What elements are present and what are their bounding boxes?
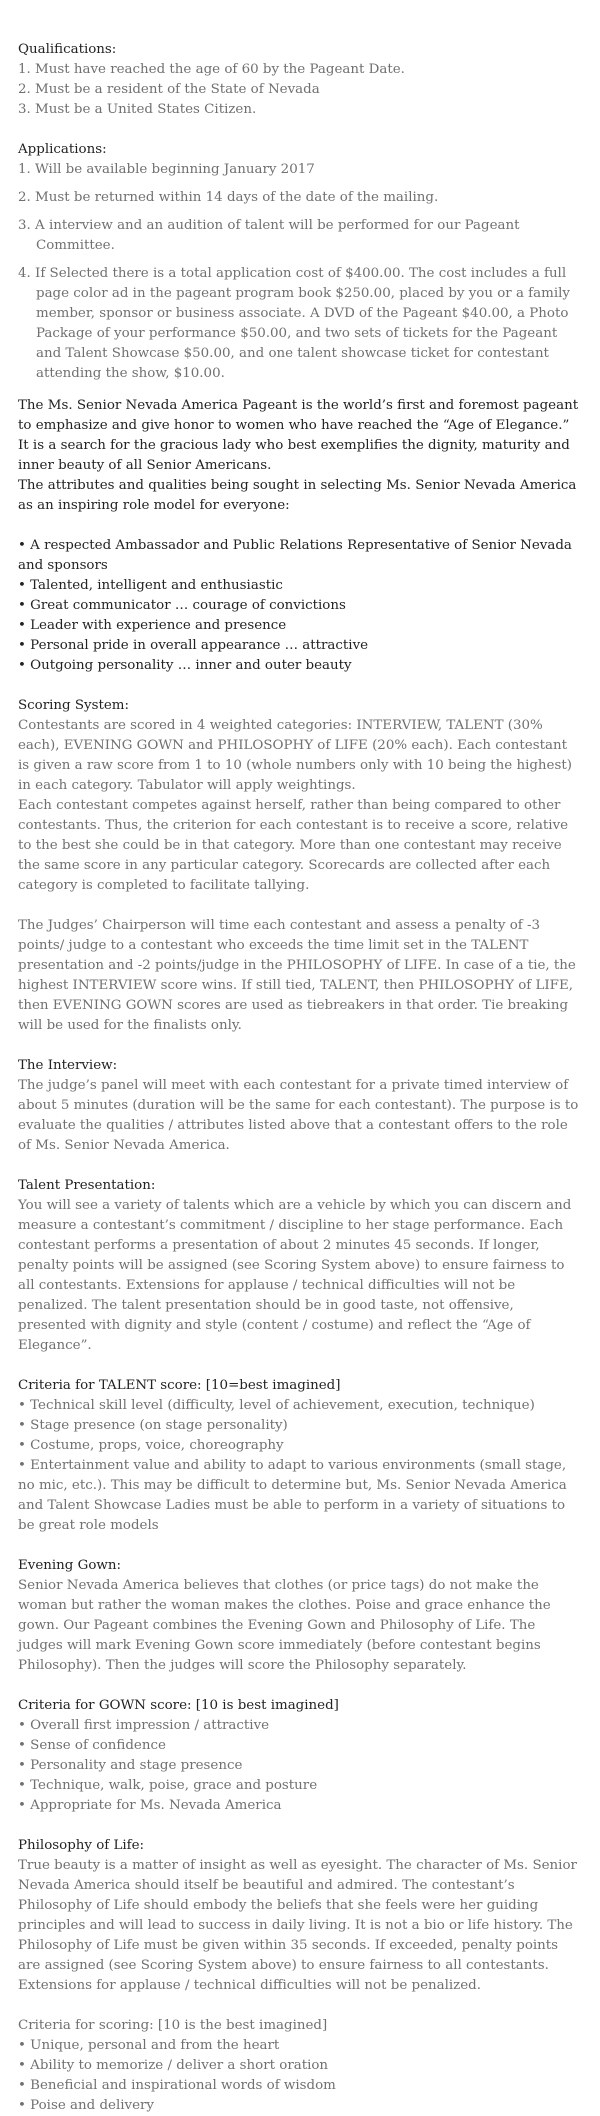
talent-criteria-section bbox=[18, 1376, 582, 1536]
criteria-item: • Poise and delivery bbox=[18, 2098, 154, 2113]
applications-list bbox=[18, 160, 582, 384]
qualification-item: 1. Must have reached the age of 60 by the Pageant Date. bbox=[18, 62, 405, 77]
qualifications-section bbox=[18, 40, 582, 120]
application-item-text: 2. Must be returned within 14 days of the date of the mailing. bbox=[18, 190, 439, 205]
philosophy-section bbox=[18, 1836, 582, 1996]
attributes-list bbox=[18, 536, 582, 676]
qualifications-heading: Qualifications: bbox=[18, 42, 117, 57]
philosophy-text: True beauty is a matter of insight as well as eyesight. The character of Ms. Senior Nevada America should itself be beautiful and admired. The contestant’s Philosophy of Life should embody the beliefs that she feels were her guiding principles and will lead to success in daily living. It is not a bio or life history. The Philosophy of Life must be given within 35 seconds. If exceeded, penalty points are assigned (see Scoring System above) to ensure fairness to all contestants. Extensions for applause / technical difficulties will not be penalized. bbox=[18, 1858, 577, 1993]
scoring-paragraph: The Judges’ Chairperson will time each contestant and assess a penalty of -3 points/ judge to a contestant who exceeds the time limit set in the TALENT presentation and -2 points/judge in the PHILOSOPHY of LIFE. In case of a tie, the highest INTERVIEW score wins. If still tied, TALENT, then PHILOSOPHY of LIFE, then EVENING GOWN scores are used as tiebreakers in that order. Tie breaking will be used for the finalists only. bbox=[18, 918, 576, 1033]
criteria-item: • Appropriate for Ms. Nevada America bbox=[18, 1798, 282, 1813]
attribute-item: • Outgoing personality … inner and outer beauty bbox=[18, 658, 352, 673]
spacer bbox=[18, 896, 582, 916]
philosophy-criteria-heading: Criteria for scoring: [10 is the best imagined] bbox=[18, 2018, 328, 2033]
talent-section bbox=[18, 1176, 582, 1356]
criteria-item: • Stage presence (on stage personality) bbox=[18, 1418, 288, 1433]
gown-criteria-section bbox=[18, 1696, 582, 1816]
applications-heading: Applications: bbox=[18, 142, 107, 157]
criteria-item: • Entertainment value and ability to adapt to various environments (small stage, no mic, etc.). This may be difficult to determine but, Ms. Senior Nevada America and Talent Showcase Ladies must be able to perform in a variety of situations to be great role models bbox=[18, 1458, 567, 1533]
scoring-section bbox=[18, 696, 582, 1036]
scoring-heading: Scoring System: bbox=[18, 698, 129, 713]
intro-section bbox=[18, 396, 582, 676]
gown-criteria-heading: Criteria for GOWN score: [10 is best imagined] bbox=[18, 1698, 339, 1713]
spacer bbox=[18, 516, 582, 536]
criteria-item: • Sense of confidence bbox=[18, 1738, 166, 1753]
criteria-item: • Overall first impression / attractive bbox=[18, 1718, 270, 1733]
talent-heading: Talent Presentation: bbox=[18, 1178, 156, 1193]
application-item-text: 1. Will be available beginning January 2017 bbox=[18, 162, 315, 177]
criteria-item: • Unique, personal and from the heart bbox=[18, 2038, 280, 2053]
application-item-text: 3. A interview and an audition of talent will be performed for our Pageant Committee. bbox=[18, 218, 520, 253]
interview-heading: The Interview: bbox=[18, 1058, 118, 1073]
philosophy-heading: Philosophy of Life: bbox=[18, 1838, 145, 1853]
talent-criteria-heading: Criteria for TALENT score: [10=best imagined] bbox=[18, 1378, 341, 1393]
intro-attributes: The attributes and qualities being sought in selecting Ms. Senior Nevada America as an inspiring role model for everyone: bbox=[18, 478, 577, 513]
attribute-item: • Great communicator … courage of convictions bbox=[18, 598, 346, 613]
philosophy-criteria-section bbox=[18, 2016, 582, 2116]
attribute-item: • Leader with experience and presence bbox=[18, 618, 287, 633]
philosophy-criteria-list bbox=[18, 2036, 582, 2116]
interview-text: The judge’s panel will meet with each contestant for a private timed interview of about 5 minutes (duration will be the same for each contestant). The purpose is to evaluate the qualities / attributes listed above that a contestant offers to the role of Ms. Senior Nevada America. bbox=[18, 1078, 579, 1153]
criteria-item: • Personality and stage presence bbox=[18, 1758, 243, 1773]
application-item-text: 4. If Selected there is a total application cost of $400.00. The cost includes a full page color ad in the pageant program book $250.00, placed by you or a family member, sponsor or business associate. A DVD of the Pageant $40.00, a Photo Package of your performance $50.00, and two sets of tickets for the Pageant and Talent Showcase $50.00, and one talent showcase ticket for contestant attending the show, $10.00. bbox=[18, 266, 570, 381]
gown-criteria-list bbox=[18, 1716, 582, 1816]
talent-criteria-list bbox=[18, 1396, 582, 1536]
intro-paragraph: The Ms. Senior Nevada America Pageant is the world’s first and foremost pageant to emphasize and give honor to women who have reached the “Age of Elegance.” It is a search for the gracious lady who best exemplifies the dignity, maturity and inner beauty of all Senior Americans. bbox=[18, 398, 579, 473]
gown-section bbox=[18, 1556, 582, 1676]
attribute-item: • Talented, intelligent and enthusiastic bbox=[18, 578, 283, 593]
application-item bbox=[18, 216, 582, 256]
criteria-item: • Technique, walk, poise, grace and posture bbox=[18, 1778, 318, 1793]
qualifications-list bbox=[18, 60, 582, 120]
interview-section bbox=[18, 1056, 582, 1156]
application-item bbox=[18, 160, 582, 180]
scoring-paragraph: Contestants are scored in 4 weighted categories: INTERVIEW, TALENT (30% each), EVENING GOWN and PHILOSOPHY of LIFE (20% each). Each contestant is given a raw score from 1 to 10 (whole numbers only with 10 being the highest) in each category. Tabulator will apply weightings. bbox=[18, 718, 572, 793]
application-item bbox=[18, 264, 582, 384]
applications-section bbox=[18, 140, 582, 384]
gown-text: Senior Nevada America believes that clothes (or price tags) do not make the woman but rather the woman makes the clothes. Poise and grace enhance the gown. Our Pageant combines the Evening Gown and Philosophy of Life. The judges will mark Evening Gown score immediately (before contestant begins Philosophy). Then the judges will score the Philosophy separately. bbox=[18, 1578, 551, 1673]
qualification-item: 3. Must be a United States Citizen. bbox=[18, 102, 257, 117]
talent-text: You will see a variety of talents which are a vehicle by which you can discern and measure a contestant’s commitment / discipline to her stage performance. Each contestant performs a presentation of about 2 minutes 45 seconds. If longer, penalty points will be assigned (see Scoring System above) to ensure fairness to all contestants. Extensions for applause / technical difficulties will not be penalized. The talent presentation should be in good taste, not offensive, presented with dignity and style (content / costume) and reflect the “Age of Elegance”. bbox=[18, 1198, 572, 1353]
attribute-item: • A respected Ambassador and Public Relations Representative of Senior Nevada and sponsors bbox=[18, 538, 572, 573]
qualification-item: 2. Must be a resident of the State of Nevada bbox=[18, 82, 320, 97]
gown-heading: Evening Gown: bbox=[18, 1558, 121, 1573]
application-item bbox=[18, 188, 582, 208]
criteria-item: • Technical skill level (difficulty, level of achievement, execution, technique) bbox=[18, 1398, 535, 1413]
criteria-item: • Beneficial and inspirational words of wisdom bbox=[18, 2078, 336, 2093]
scoring-paragraph: Each contestant competes against herself, rather than being compared to other contestants. Thus, the criterion for each contestant is to receive a score, relative to the best she could be in that category. More than one contestant may receive the same score in any particular category. Scorecards are collected after each category is completed to facilitate tallying. bbox=[18, 798, 569, 893]
criteria-item: • Costume, props, voice, choreography bbox=[18, 1438, 284, 1453]
attribute-item: • Personal pride in overall appearance … attractive bbox=[18, 638, 369, 653]
criteria-item: • Ability to memorize / deliver a short oration bbox=[18, 2058, 329, 2073]
